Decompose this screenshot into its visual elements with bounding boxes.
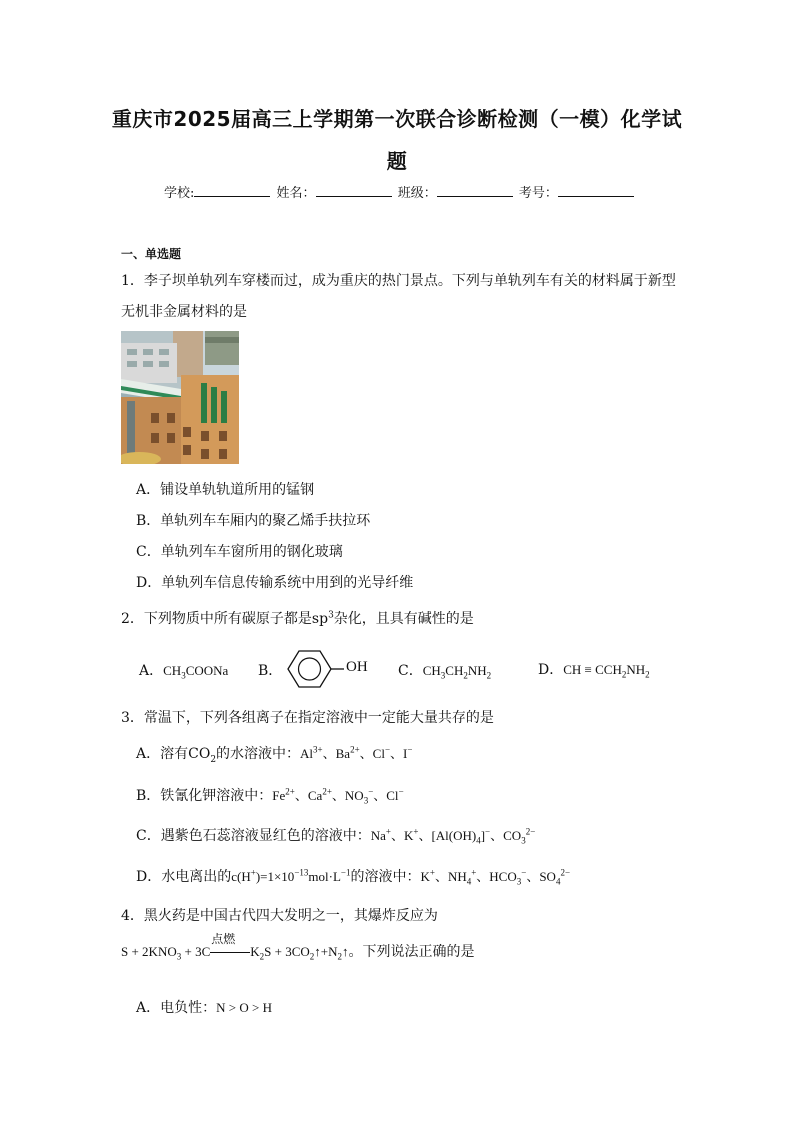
reaction-arrow: 点燃 [210,940,250,956]
page-title-continued: 题 [386,149,408,173]
question-3-option-c[interactable]: C．遇紫色石蕊溶液显红色的溶液中：Na+、K+、$[Al(OH)_4]^-$、$CO_3^{2-}$ [136,826,536,846]
question-3-option-b[interactable]: B．铁氰化钾溶液中：$Fe^{2+}$、$Ca^{2+}$、$NO_3^-$、Cl− [136,786,404,806]
exam-no-label: 考号： [518,186,558,201]
exam-no-blank[interactable] [558,184,634,197]
question-2-option-d[interactable]: D．CH ≡ $CCH_2NH_2$ [538,662,650,680]
question-3-option-a[interactable]: A．溶有$CO_2$的水溶液中：$Al^{3+}$、$Ba^{2+}$、Cl−、I− [136,744,413,765]
question-2-option-b-label[interactable]: B． [258,663,283,679]
class-blank[interactable] [437,184,513,197]
school-label: 学校: [164,186,195,201]
question-3-option-d[interactable]: D．水电离出的$c(H^+)=1\times 10^{-13}mol\cdot L^{-1}$的溶液中：K+、$NH_4^+$、$HCO_3^-$、$SO_4^{2-}$ [136,867,571,887]
question-1-option-b[interactable]: B．单轨列车车厢内的聚乙烯手扶拉环 [136,513,371,529]
question-1-option-d[interactable]: D．单轨列车信息传输系统中用到的光导纤维 [136,575,414,591]
question-4-stem: 4．黑火药是中国古代四大发明之一，其爆炸反应为 [121,908,438,924]
question-1-option-a[interactable]: A．铺设单轨轨道所用的锰钢 [136,482,315,498]
section-heading: 一、单选题 [121,247,182,261]
question-2-stem: 2．下列物质中所有碳原子都是$sp^3$杂化，且具有碱性的是 [121,610,474,627]
question-1-stem-continued: 无机非金属材料的是 [121,304,247,320]
monorail-photo [121,331,239,464]
phenol-oh-label: OH [346,659,368,675]
page-title: 重庆市2025届高三上学期第一次联合诊断检测（一模）化学试 [111,107,683,131]
question-2-option-c[interactable]: C．$CH_3CH_2NH_2$ [398,663,492,681]
question-4-equation: $S + 2KNO_3 + 3C$ 点燃 $K_2S$ + $3CO_2↑+N_2↑$。下列说法正确的是 [121,932,475,962]
name-blank[interactable] [316,184,392,197]
question-2-option-a[interactable]: A．$CH_3COONa$ [139,663,229,681]
school-blank[interactable] [194,184,270,197]
question-1-option-c[interactable]: C．单轨列车车窗所用的钢化玻璃 [136,544,343,560]
question-1-stem: 1．李子坝单轨列车穿楼而过，成为重庆的热门景点。下列与单轨列车有关的材料属于新型 [121,273,676,289]
class-label: 班级： [397,186,437,201]
question-4-option-a[interactable]: A．电负性：N > O > H [136,1000,272,1016]
name-label: 姓名： [276,186,316,201]
question-3-stem: 3．常温下，下列各组离子在指定溶液中一定能大量共存的是 [121,710,494,726]
student-info-line [164,182,636,201]
